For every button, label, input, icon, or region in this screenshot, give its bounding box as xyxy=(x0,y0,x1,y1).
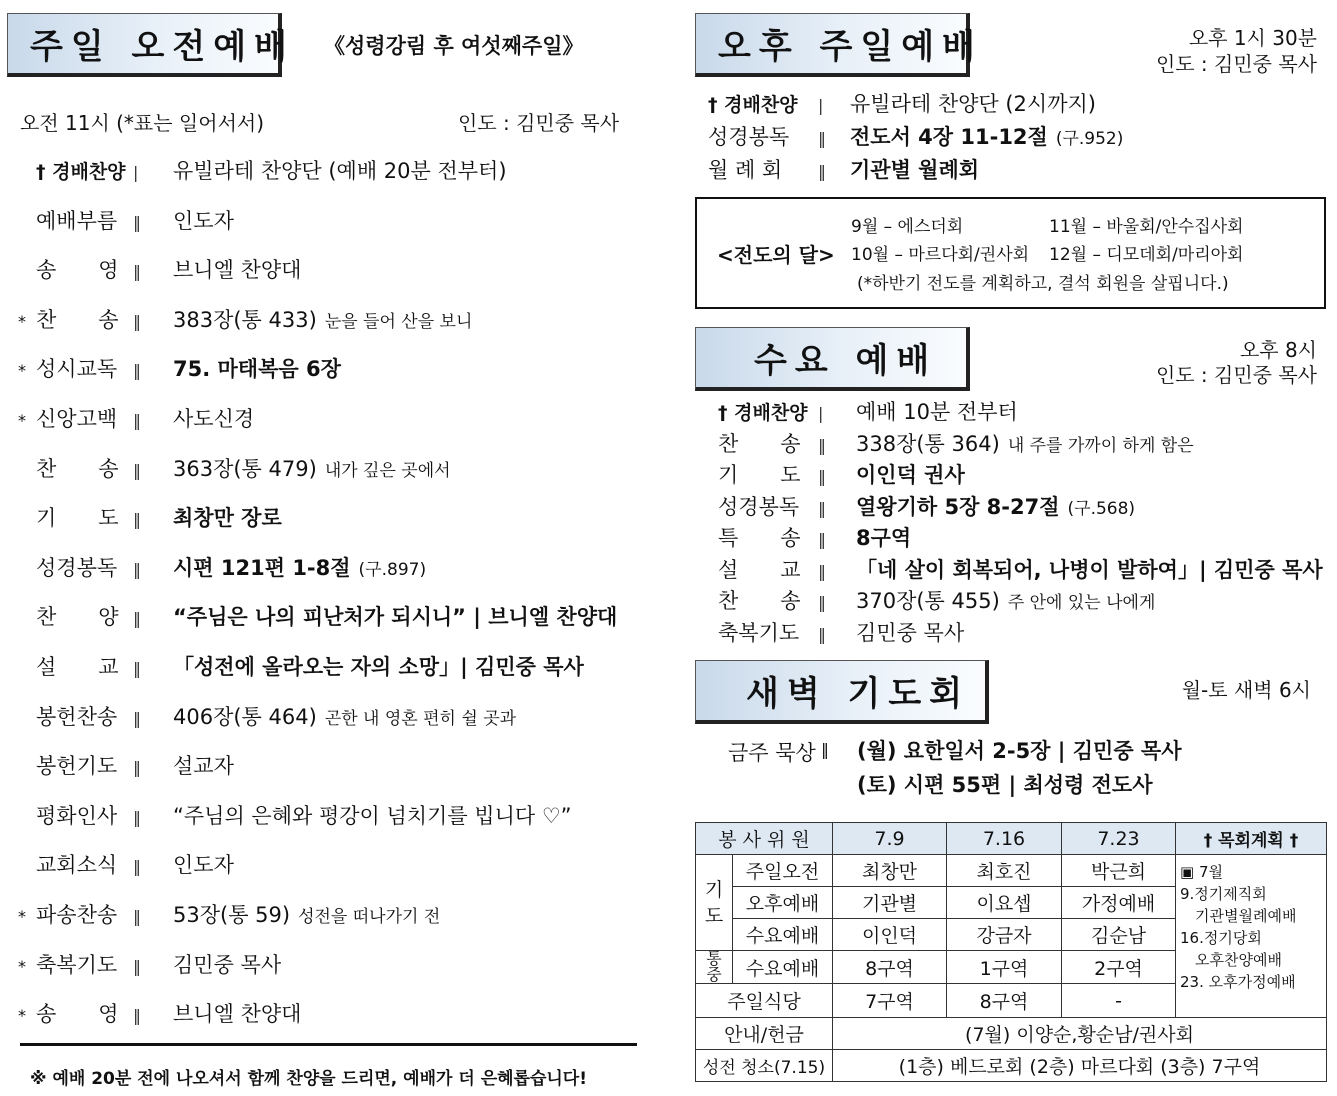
order-row xyxy=(18,254,301,284)
table-row-label: 성전 청소(7.15) xyxy=(696,1050,833,1082)
evangelism-october: 10월 – 마르다회/권사회 xyxy=(851,245,1030,265)
order-separator: ‖ xyxy=(133,311,141,331)
table-cell: 2구역 xyxy=(1062,951,1176,984)
morning-title: 주일 오전예배 xyxy=(30,27,295,67)
order-separator: ‖ xyxy=(133,559,141,579)
order-separator: ‖ xyxy=(818,530,826,549)
order-row xyxy=(718,459,965,489)
order-value: 예배 10분 전부터 xyxy=(856,400,1018,424)
order-value: 338장(통 364) xyxy=(856,431,1000,456)
table-row-label: 수요예배 xyxy=(733,919,833,951)
order-value: 「네 살이 회복되어, 나병이 발하여」| 김민중 목사 xyxy=(856,557,1323,582)
order-value: 사도신경 xyxy=(173,407,255,431)
order-value: 406장(통 464) xyxy=(173,704,317,729)
order-label: 신앙고백 xyxy=(36,407,118,431)
order-value: 53장(통 59) xyxy=(173,903,291,927)
table-row-label: 안내/헌금 xyxy=(696,1018,833,1050)
order-separator: ‖ xyxy=(133,907,141,926)
order-value: 브니엘 찬양대 xyxy=(173,258,302,283)
group-tong-label: 통 중 xyxy=(706,949,722,984)
service-committee-table xyxy=(695,822,1327,1082)
order-separator: ‖ xyxy=(818,435,826,455)
order-separator: ‖ xyxy=(818,467,826,486)
table-cell: 김순남 xyxy=(1062,919,1176,951)
order-row xyxy=(18,353,341,383)
table-row-label: 수요예배 xyxy=(733,951,833,984)
order-label: 성경봉독 xyxy=(718,494,800,519)
evangelism-november: 11월 – 바울회/안수집사회 xyxy=(1049,217,1244,237)
order-label: 특 송 xyxy=(718,526,801,550)
order-note: (구.952) xyxy=(1055,129,1124,149)
order-label: 기 도 xyxy=(718,463,801,487)
order-row xyxy=(718,585,1155,615)
order-value: 기관별 월례회 xyxy=(850,158,980,182)
order-label: 송 영 xyxy=(36,1002,119,1027)
order-row xyxy=(18,998,301,1028)
morning-time: 오전 11시 (*표는 일어서서) xyxy=(20,111,265,135)
order-value: 인도자 xyxy=(173,208,234,233)
order-label: 찬 송 xyxy=(718,589,801,613)
evangelism-december: 12월 – 디모데회/마리아회 xyxy=(1049,245,1244,265)
order-label: 교회소식 xyxy=(36,853,118,878)
table-cell: 이요셉 xyxy=(947,887,1062,919)
order-value: 브니엘 찬양대 xyxy=(173,1002,302,1027)
dawn-line-saturday: (토) 시편 55편 | 최성령 전도사 xyxy=(857,773,1153,797)
order-label: 송 영 xyxy=(36,258,119,283)
order-row xyxy=(18,701,516,731)
order-label: 기 도 xyxy=(36,506,119,531)
order-note: 곤한 내 영혼 편히 쉴 곳과 xyxy=(324,708,517,729)
order-note: 눈을 들어 산을 보니 xyxy=(324,311,473,332)
plan-month: ▣ 7월 xyxy=(1180,863,1223,881)
order-value: 설교자 xyxy=(173,754,234,779)
table-header-plan: † 목회계획 † xyxy=(1176,823,1327,855)
order-value: “주님의 은혜와 평강이 넘치기를 빕니다 ♡” xyxy=(173,803,572,828)
order-value: 383장(통 433) xyxy=(173,307,317,332)
table-cell: 최창만 xyxy=(833,855,947,887)
order-value: 유빌라테 찬양단 (예배 20분 전부터) xyxy=(173,159,507,183)
order-row xyxy=(718,554,1323,584)
morning-leader: 인도 : 김민중 목사 xyxy=(458,111,620,135)
evangelism-note: (*하반기 전도를 계획하고, 결석 회원을 살핍니다.) xyxy=(857,274,1229,294)
order-value: 363장(통 479) xyxy=(173,456,317,481)
order-label: † 경배찬양 xyxy=(718,402,808,424)
wednesday-time: 오후 8시 xyxy=(1239,338,1317,362)
dawn-time: 월-토 새벽 6시 xyxy=(1181,678,1311,702)
order-note: 성전을 떠나가기 전 xyxy=(298,907,441,927)
evangelism-month-box xyxy=(695,197,1326,309)
order-row xyxy=(18,899,440,929)
table-cell: 박근희 xyxy=(1062,855,1176,887)
dawn-title: 새벽 기도회 xyxy=(746,674,971,714)
order-separator: | xyxy=(133,163,139,182)
table-cell: 8구역 xyxy=(833,951,947,984)
order-separator: ‖ xyxy=(133,708,141,728)
order-separator: ‖ xyxy=(133,659,141,678)
standing-mark: * xyxy=(18,311,26,331)
group-tong xyxy=(696,951,733,984)
dawn-line-monday: (월) 요한일서 2-5장 | 김민중 목사 xyxy=(857,739,1182,763)
morning-footer-note: ※ 예배 20분 전에 나오셔서 함께 찬양을 드리면, 예배가 더 은혜롭습니다! xyxy=(30,1069,587,1089)
order-separator: ‖ xyxy=(818,624,826,644)
order-separator: ‖ xyxy=(818,498,826,518)
order-value: 8구역 xyxy=(856,526,912,550)
table-cell: 8구역 xyxy=(947,984,1062,1018)
wednesday-leader: 인도 : 김민중 목사 xyxy=(1155,363,1317,387)
standing-mark: * xyxy=(18,361,26,381)
order-row xyxy=(718,396,1018,426)
dawn-label: 금주 묵상 xyxy=(728,741,816,765)
table-cell: 7구역 xyxy=(833,984,947,1018)
order-value: 이인덕 권사 xyxy=(856,463,965,487)
order-separator: ‖ xyxy=(133,361,141,381)
plan-item: 23. 오후가정예배 xyxy=(1180,973,1296,991)
order-separator: ‖ xyxy=(133,1006,141,1026)
plan-item: 16.정기당회 xyxy=(1180,929,1262,947)
order-label: 봉헌찬송 xyxy=(36,704,118,729)
order-label: 평화인사 xyxy=(36,803,118,828)
order-label: 성경봉독 xyxy=(708,125,790,149)
order-separator: ‖ xyxy=(133,609,141,629)
dawn-title-banner xyxy=(695,660,989,724)
order-separator: ‖ xyxy=(818,129,826,148)
order-label: 봉헌기도 xyxy=(36,754,118,779)
order-label: 축복기도 xyxy=(718,620,800,645)
order-value: “주님은 나의 피난처가 되시니” | 브니엘 찬양대 xyxy=(173,605,618,630)
order-value: 인도자 xyxy=(173,853,234,878)
order-row xyxy=(18,800,572,830)
order-separator: | xyxy=(818,404,824,423)
order-separator: ‖ xyxy=(133,262,141,282)
table-header-date: 7.16 xyxy=(947,823,1062,855)
order-label: † 경배찬양 xyxy=(708,94,798,116)
order-row xyxy=(18,849,234,879)
order-label: 성경봉독 xyxy=(36,555,118,580)
order-row xyxy=(708,88,1096,118)
morning-title-banner xyxy=(7,13,295,77)
plan-item: 기관별월례예배 xyxy=(1180,907,1297,925)
order-value: 시편 121편 1-8절 xyxy=(173,555,351,580)
order-label: 설 교 xyxy=(36,655,119,679)
order-row xyxy=(708,121,1123,151)
table-row-label: 주일오전 xyxy=(733,855,833,887)
order-row xyxy=(18,949,281,979)
order-separator: ‖ xyxy=(133,510,141,530)
order-label: 찬 송 xyxy=(36,307,119,332)
plan-item: 9.정기제직회 xyxy=(1180,885,1267,903)
plan-item: 오후찬양예배 xyxy=(1180,951,1282,969)
order-note: 내가 깊은 곳에서 xyxy=(324,460,451,481)
order-separator: ‖ xyxy=(133,460,141,480)
order-label: 예배부름 xyxy=(36,208,118,233)
order-label: 파송찬송 xyxy=(36,903,118,927)
order-row xyxy=(718,617,964,647)
order-separator: ‖ xyxy=(818,593,826,612)
table-cell: 기관별 xyxy=(833,887,947,919)
table-cell: 강금자 xyxy=(947,919,1062,951)
order-value: 김민중 목사 xyxy=(856,620,965,645)
order-row xyxy=(18,403,254,433)
table-cell: 가정예배 xyxy=(1062,887,1176,919)
order-value: 전도서 4장 11-12절 xyxy=(850,125,1048,149)
order-separator: ‖ xyxy=(133,758,141,778)
wednesday-title-banner xyxy=(695,327,970,391)
order-note: (구.897) xyxy=(358,559,427,580)
evangelism-september: 9월 – 에스더회 xyxy=(851,217,964,237)
standing-mark: * xyxy=(18,1006,26,1026)
order-row xyxy=(18,552,426,582)
order-row xyxy=(18,453,451,483)
evangelism-title: <전도의 달> xyxy=(717,243,835,267)
order-value: 370장(통 455) xyxy=(856,589,1000,613)
order-row xyxy=(18,155,507,185)
afternoon-time: 오후 1시 30분 xyxy=(1188,26,1317,50)
wednesday-title: 수요 예배 xyxy=(754,341,938,381)
group-prayer-label: 기 도 xyxy=(704,878,724,927)
divider-line xyxy=(20,1043,637,1046)
table-header-committee: 봉 사 위 원 xyxy=(696,823,833,855)
order-value: 최창만 장로 xyxy=(173,506,282,531)
order-row xyxy=(18,304,472,334)
order-row xyxy=(18,750,234,780)
table-row-label: 주일식당 xyxy=(696,984,833,1018)
order-separator: ‖ xyxy=(133,857,141,877)
order-separator: ‖ xyxy=(133,956,141,976)
standing-mark: * xyxy=(18,411,26,430)
order-separator: ‖ xyxy=(133,212,141,232)
table-header-date: 7.9 xyxy=(833,823,947,855)
order-row xyxy=(18,205,234,235)
order-note: 내 주를 가까이 하게 함은 xyxy=(1007,435,1194,456)
order-label: 찬 양 xyxy=(36,605,119,630)
order-value: 75. 마태복음 6장 xyxy=(173,357,341,382)
order-label: 월 례 회 xyxy=(708,158,783,182)
order-label: 설 교 xyxy=(718,557,801,582)
table-cell: 1구역 xyxy=(947,951,1062,984)
order-note: (구.568) xyxy=(1067,498,1136,519)
order-label: 축복기도 xyxy=(36,952,118,977)
standing-mark: * xyxy=(18,907,26,926)
table-cell-usher: (7월) 이양순,황순남/권사회 xyxy=(833,1018,1327,1050)
order-value: 유빌라테 찬양단 (2시까지) xyxy=(850,92,1096,116)
group-prayer xyxy=(696,855,733,951)
morning-subtitle: 《성령강림 후 여섯째주일》 xyxy=(324,34,584,58)
order-separator: ‖ xyxy=(133,807,141,827)
dawn-sep: ‖ xyxy=(821,740,829,759)
order-row xyxy=(18,601,617,631)
order-value: 「성전에 올라오는 자의 소망」| 김민중 목사 xyxy=(173,655,584,679)
table-header-date: 7.23 xyxy=(1062,823,1176,855)
order-row xyxy=(718,428,1194,458)
order-value: 열왕기하 5장 8-27절 xyxy=(856,494,1060,519)
order-label: 찬 송 xyxy=(36,456,119,481)
order-label: † 경배찬양 xyxy=(36,161,126,183)
order-row xyxy=(718,491,1135,521)
afternoon-title-banner xyxy=(695,13,983,77)
table-cell: 최호진 xyxy=(947,855,1062,887)
order-label: 찬 송 xyxy=(718,431,801,456)
table-cell: - xyxy=(1062,984,1176,1018)
standing-mark: * xyxy=(18,956,26,976)
table-row-label: 오후예배 xyxy=(733,887,833,919)
order-label: 성시교독 xyxy=(36,357,118,382)
order-note: 주 안에 있는 나에게 xyxy=(1007,593,1156,613)
pastoral-plan xyxy=(1176,855,1327,1018)
order-value: 김민중 목사 xyxy=(173,952,282,977)
order-separator: ‖ xyxy=(818,162,826,181)
afternoon-leader: 인도 : 김민중 목사 xyxy=(1155,52,1317,76)
afternoon-title: 오후 주일예배 xyxy=(718,27,983,67)
order-separator: ‖ xyxy=(133,411,141,430)
table-cell: 이인덕 xyxy=(833,919,947,951)
table-cell-cleaning: (1층) 베드로회 (2층) 마르다회 (3층) 7구역 xyxy=(833,1050,1327,1082)
order-row xyxy=(718,522,911,552)
order-row xyxy=(18,651,584,681)
order-row xyxy=(18,502,282,532)
order-separator: | xyxy=(818,96,824,115)
order-separator: ‖ xyxy=(818,561,826,581)
order-row xyxy=(708,154,979,184)
